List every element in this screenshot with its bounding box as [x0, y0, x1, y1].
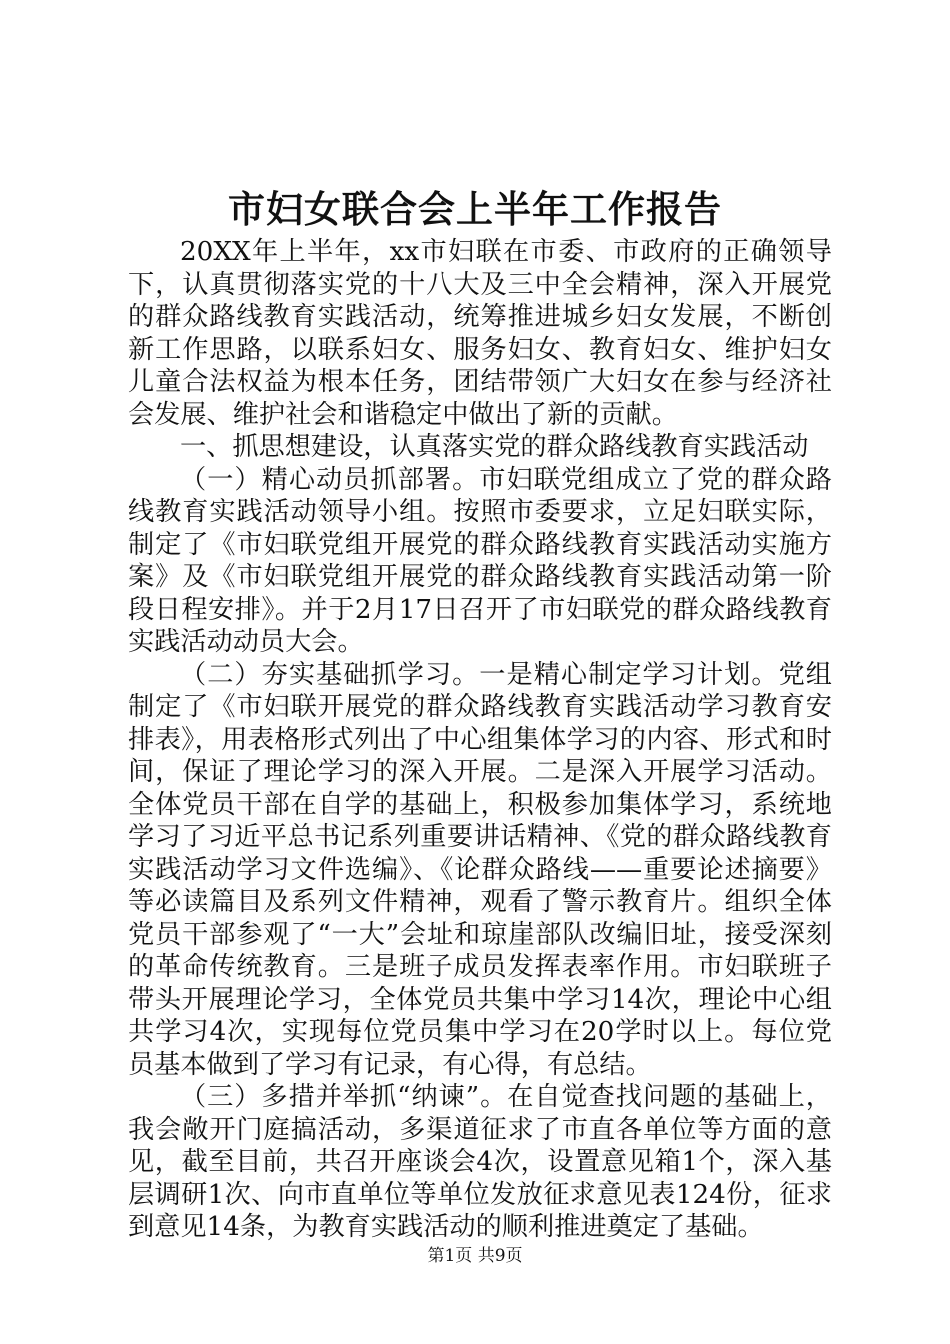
document-body — [128, 236, 832, 1244]
intro-paragraph: 20XX年上半年，xx市妇联在市委、市政府的正确领导下，认真贯彻落实党的十八大及三中全会精神，深入开展党的群众路线教育实践活动，统筹推进城乡妇女发展，不断创新工作思路，以联系妇女、服务妇女、教育妇女、维护妇女儿童合法权益为根本任务，团结带领广大妇女在参与经济社会发展、维护社会和谐稳定中做出了新的贡献。 — [128, 237, 832, 430]
paragraph-subsection-3: （三）多措并举抓“纳谏”。在自觉查找问题的基础上，我会敞开门庭搞活动，多渠道征求了市直各单位等方面的意见，截至目前，共召开座谈会4次，设置意见箱1个，深入基层调研1次、向市直单位等单位发放征求意见表124份，征求到意见14条，为教育实践活动的顺利推进奠定了基础。 — [128, 1082, 832, 1242]
paragraph-subsection-1: （一）精心动员抓部署。市妇联党组成立了党的群众路线教育实践活动领导小组。按照市委要求，立足妇联实际，制定了《市妇联党组开展党的群众路线教育实践活动实施方案》及《市妇联党组开展党的群众路线教育实践活动第一阶段日程安排》。并于2月17日召开了市妇联党的群众路线教育实践活动动员大会。 — [128, 464, 832, 657]
section-heading-1: 一、抓思想建设，认真落实党的群众路线教育实践活动 — [180, 432, 809, 462]
paragraph-subsection-2: （二）夯实基础抓学习。一是精心制定学习计划。党组制定了《市妇联开展党的群众路线教育实践活动学习教育安排表》，用表格形式列出了中心组集体学习的内容、形式和时间，保证了理论学习的深入开展。二是深入开展学习活动。全体党员干部在自学的基础上，积极参加集体学习，系统地学习了习近平总书记系列重要讲话精神、《党的群众路线教育实践活动学习文件选编》、《论群众路线——重要论述摘要》等必读篇目及系列文件精神，观看了警示教育片。组织全体党员干部参观了“一大”会址和琼崖部队改编旧址，接受深刻的革命传统教育。三是班子成员发挥表率作用。市妇联班子带头开展理论学习，全体党员共集中学习14次，理论中心组共学习4次，实现每位党员集中学习在20学时以上。每位党员基本做到了学习有记录，有心得，有总结。 — [128, 659, 832, 1080]
page-number-footer: 第1页 共9页 — [427, 1246, 523, 1266]
document-title: 市妇女联合会上半年工作报告 — [228, 187, 722, 231]
